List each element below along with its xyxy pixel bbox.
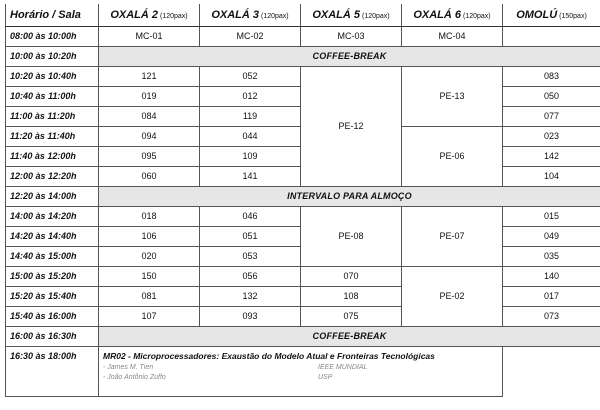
room-header-oxala2: [99, 4, 200, 26]
session-cell: 050: [503, 86, 600, 106]
session-cell: 083: [503, 66, 600, 86]
table-row: [6, 306, 600, 326]
roundtable-title: MR02 - Microprocessadores: Exaustão do Modelo Atual e Fronteiras Tecnológicas: [103, 350, 435, 361]
time-room-header: Horário / Sala: [6, 4, 99, 26]
time-slot: 15:40 às 16:00h: [6, 306, 99, 326]
table-row: [6, 26, 600, 46]
lunch-band: INTERVALO PARA ALMOÇO: [99, 186, 600, 206]
session-cell: 108: [301, 286, 402, 306]
room-capacity: (120pax): [362, 12, 390, 20]
time-slot: 14:40 às 15:00h: [6, 246, 99, 266]
roundtable-cell: [99, 346, 503, 396]
header-row: [6, 4, 600, 26]
session-cell: 018: [99, 206, 200, 226]
session-cell: 073: [503, 306, 600, 326]
table-row: [6, 346, 600, 396]
session-cell: 020: [99, 246, 200, 266]
room-header-oxala3: [200, 4, 301, 26]
session-block: PE-06: [402, 126, 503, 186]
coffee-break-band: COFFEE-BREAK: [99, 46, 600, 66]
room-capacity: (120pax): [160, 12, 188, 20]
session-cell: 023: [503, 126, 600, 146]
table-row: [6, 326, 600, 346]
coffee-break-band: COFFEE-BREAK: [99, 326, 600, 346]
session-cell: 012: [200, 86, 301, 106]
session-cell: 107: [99, 306, 200, 326]
empty-cell: [503, 26, 600, 46]
session-cell: MC-01: [99, 26, 200, 46]
session-cell: 142: [503, 146, 600, 166]
speaker-name: - James M. Tien: [103, 363, 154, 371]
session-cell: 121: [99, 66, 200, 86]
session-cell: 094: [99, 126, 200, 146]
session-cell: 070: [301, 266, 402, 286]
session-cell: 095: [99, 146, 200, 166]
session-cell: 150: [99, 266, 200, 286]
schedule-table: [5, 4, 600, 397]
room-name: OXALÁ 6: [413, 8, 462, 21]
speaker-affiliation: IEEE MUNDIAL: [318, 363, 368, 371]
session-cell: 081: [99, 286, 200, 306]
time-slot: 16:00 às 16:30h: [6, 326, 99, 346]
empty-cell: [503, 346, 600, 396]
room-name: OXALÁ 5: [312, 8, 361, 21]
session-cell: 104: [503, 166, 600, 186]
session-cell: 015: [503, 206, 600, 226]
time-slot: 14:20 às 14:40h: [6, 226, 99, 246]
time-slot: 12:20 às 14:00h: [6, 186, 99, 206]
session-cell: 119: [200, 106, 301, 126]
session-cell: 044: [200, 126, 301, 146]
session-cell: 106: [99, 226, 200, 246]
session-cell: 035: [503, 246, 600, 266]
room-name: OMOLÚ: [516, 8, 558, 21]
time-slot: 10:40 às 11:00h: [6, 86, 99, 106]
session-cell: 053: [200, 246, 301, 266]
room-header-omolu: [503, 4, 600, 26]
time-slot: 11:20 às 11:40h: [6, 126, 99, 146]
session-cell: 051: [200, 226, 301, 246]
time-slot: 14:00 às 14:20h: [6, 206, 99, 226]
table-row: [6, 206, 600, 226]
session-cell: 046: [200, 206, 301, 226]
time-slot: 15:20 às 15:40h: [6, 286, 99, 306]
session-cell: 052: [200, 66, 301, 86]
table-row: [6, 66, 600, 86]
table-row: [6, 266, 600, 286]
time-slot: 11:00 às 11:20h: [6, 106, 99, 126]
session-cell: MC-04: [402, 26, 503, 46]
session-cell: 075: [301, 306, 402, 326]
time-slot: 12:00 às 12:20h: [6, 166, 99, 186]
session-block: PE-13: [402, 66, 503, 126]
room-name: OXALÁ 2: [110, 8, 159, 21]
time-slot: 11:40 às 12:00h: [6, 146, 99, 166]
session-cell: 049: [503, 226, 600, 246]
room-header-oxala5: [301, 4, 402, 26]
session-cell: MC-03: [301, 26, 402, 46]
session-block: PE-02: [402, 266, 503, 326]
room-capacity: (150pax): [559, 12, 587, 20]
session-cell: 109: [200, 146, 301, 166]
table-row: [6, 46, 600, 66]
session-cell: 084: [99, 106, 200, 126]
session-cell: 017: [503, 286, 600, 306]
table-row: [6, 186, 600, 206]
session-cell: 140: [503, 266, 600, 286]
table-row: [6, 286, 600, 306]
session-cell: 077: [503, 106, 600, 126]
session-cell: 141: [200, 166, 301, 186]
speaker: [103, 363, 502, 373]
time-slot: 10:00 às 10:20h: [6, 46, 99, 66]
room-capacity: (120pax): [463, 12, 491, 20]
time-slot: 08:00 às 10:00h: [6, 26, 99, 46]
room-name: OXALÁ 3: [211, 8, 260, 21]
session-cell: 056: [200, 266, 301, 286]
room-header-oxala6: [402, 4, 503, 26]
time-slot: 10:20 às 10:40h: [6, 66, 99, 86]
speaker-name: - João Antônio Zuffo: [103, 373, 166, 381]
session-cell: 060: [99, 166, 200, 186]
speaker-affiliation: USP: [318, 373, 333, 381]
session-block: PE-12: [301, 66, 402, 186]
session-cell: 093: [200, 306, 301, 326]
session-cell: 132: [200, 286, 301, 306]
session-cell: 019: [99, 86, 200, 106]
time-slot: 16:30 às 18:00h: [6, 346, 99, 396]
room-capacity: (120pax): [261, 12, 289, 20]
session-cell: MC-02: [200, 26, 301, 46]
session-block: PE-08: [301, 206, 402, 266]
speaker: [103, 373, 502, 383]
session-block: PE-07: [402, 206, 503, 266]
time-slot: 15:00 às 15:20h: [6, 266, 99, 286]
